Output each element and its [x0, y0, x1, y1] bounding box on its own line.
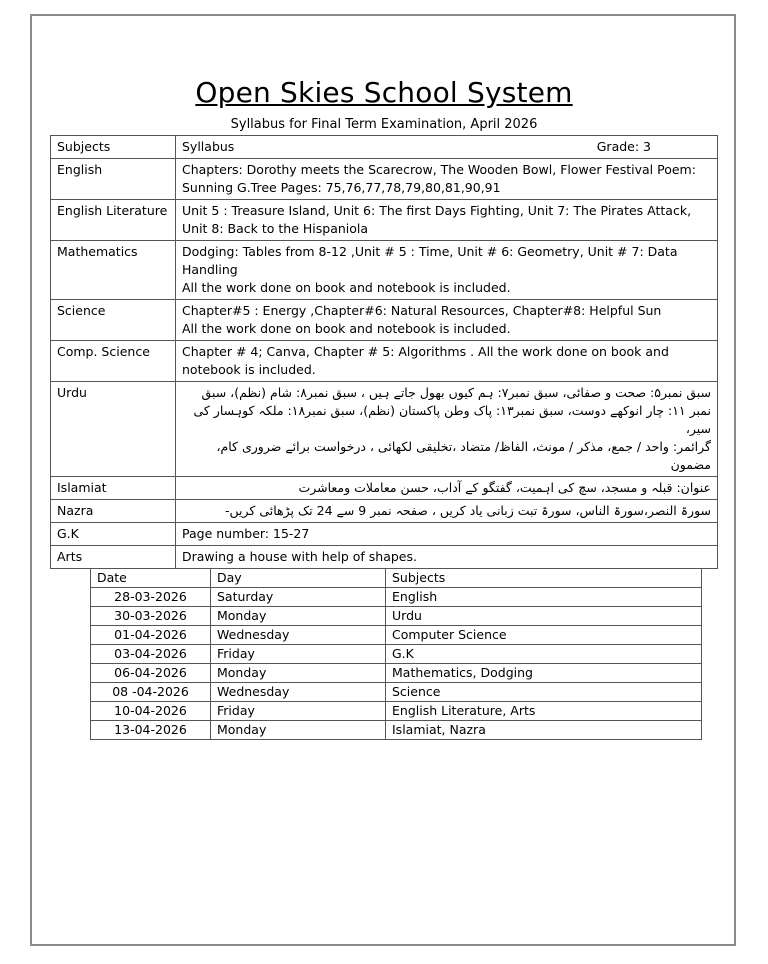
syllabus-table	[50, 135, 718, 569]
syllabus-row	[51, 200, 718, 241]
grade-label: Grade: 3	[596, 139, 651, 154]
syllabus-subject-cell: English	[51, 159, 176, 200]
exam-header-subjects: Subjects	[386, 569, 702, 588]
syllabus-line: Unit 5 : Treasure Island, Unit 6: The first Days Fighting, Unit 7: The Pirates Attack, Unit 8: Back to the Hispaniola	[182, 203, 692, 236]
exam-day-cell: Wednesday	[211, 683, 386, 702]
exam-subjects-cell: English Literature, Arts	[386, 702, 702, 721]
syllabus-content-cell	[176, 341, 718, 382]
exam-subjects-cell: Urdu	[386, 607, 702, 626]
syllabus-content-cell	[176, 546, 718, 569]
exam-subjects-cell: English	[386, 588, 702, 607]
syllabus-subject-cell: Science	[51, 300, 176, 341]
exam-subjects-cell: Islamiat, Nazra	[386, 721, 702, 740]
syllabus-header-row	[51, 136, 718, 159]
exam-day-cell: Monday	[211, 664, 386, 683]
exam-header-date: Date	[91, 569, 211, 588]
exam-date-cell: 13-04-2026	[91, 721, 211, 740]
exam-date-cell: 06-04-2026	[91, 664, 211, 683]
syllabus-line: سبق نمبر۵: صحت و صفائی، سبق نمبر۷: ہم کیوں بھول جاتے ہیں ، سبق نمبر۸: شام (نظم)، سبق نمبر ۱۱: چار انوکھے دوست، سبق نمبر۱۳: پاک وطن پاکستان (نظم)، سبق نمبر۱۸: ملکہ کوہسار کی سیر،	[193, 385, 711, 436]
syllabus-line: Chapter#5 : Energy ,Chapter#6: Natural Resources, Chapter#8: Helpful Sun	[182, 303, 662, 318]
syllabus-content-cell	[176, 241, 718, 300]
exam-day-cell: Friday	[211, 702, 386, 721]
syllabus-row	[51, 159, 718, 200]
syllabus-row	[51, 382, 718, 477]
syllabus-content-cell	[176, 200, 718, 241]
syllabus-line: Dodging: Tables from 8-12 ,Unit # 5 : Time, Unit # 6: Geometry, Unit # 7: Data Handling	[182, 244, 678, 277]
exam-day-cell: Monday	[211, 607, 386, 626]
syllabus-subject-cell: G.K	[51, 523, 176, 546]
page-subtitle: Syllabus for Final Term Examination, April 2026	[230, 117, 538, 132]
syllabus-line: سورۃ النصر،سورۃ الناس، سورۃ تبت زبانی یاد کریں ، صفحہ نمبر 9 سے 24 تک پڑھائی کریں-	[225, 503, 711, 518]
exam-date-cell: 03-04-2026	[91, 645, 211, 664]
syllabus-row	[51, 500, 718, 523]
exam-row	[91, 683, 702, 702]
exam-row	[91, 588, 702, 607]
syllabus-header-label: Syllabus	[182, 139, 235, 154]
exam-date-cell: 10-04-2026	[91, 702, 211, 721]
syllabus-content-cell	[176, 300, 718, 341]
syllabus-subject-cell: Nazra	[51, 500, 176, 523]
page-title: Open Skies School System	[195, 76, 573, 109]
exam-header-day: Day	[211, 569, 386, 588]
syllabus-header-syllabus	[176, 136, 718, 159]
exam-subjects-cell: G.K	[386, 645, 702, 664]
syllabus-line: Page number: 15-27	[182, 526, 310, 541]
syllabus-content-cell	[176, 523, 718, 546]
exam-day-cell: Friday	[211, 645, 386, 664]
exam-date-cell: 01-04-2026	[91, 626, 211, 645]
exam-date-cell: 30-03-2026	[91, 607, 211, 626]
syllabus-line: All the work done on book and notebook is included.	[182, 321, 511, 336]
syllabus-content-cell	[176, 500, 718, 523]
syllabus-subject-cell: Comp. Science	[51, 341, 176, 382]
exam-row	[91, 702, 702, 721]
exam-row	[91, 645, 702, 664]
exam-row	[91, 626, 702, 645]
exam-day-cell: Saturday	[211, 588, 386, 607]
syllabus-row	[51, 477, 718, 500]
exam-date-cell: 28-03-2026	[91, 588, 211, 607]
syllabus-content-cell	[176, 159, 718, 200]
exam-date-cell: 08 -04-2026	[91, 683, 211, 702]
exam-schedule-table	[90, 568, 702, 740]
syllabus-row	[51, 300, 718, 341]
exam-row	[91, 607, 702, 626]
exam-day-cell: Monday	[211, 721, 386, 740]
exam-header-row	[91, 569, 702, 588]
syllabus-row	[51, 523, 718, 546]
syllabus-content-cell	[176, 382, 718, 477]
syllabus-subject-cell: Arts	[51, 546, 176, 569]
exam-subjects-cell: Science	[386, 683, 702, 702]
syllabus-subject-cell: Islamiat	[51, 477, 176, 500]
syllabus-row	[51, 341, 718, 382]
syllabus-line: All the work done on book and notebook is included.	[182, 280, 511, 295]
syllabus-header-subjects: Subjects	[51, 136, 176, 159]
exam-subjects-cell: Computer Science	[386, 626, 702, 645]
syllabus-line: عنوان: قبلہ و مسجد، سچ کی اہمیت، گفتگو کے آداب، حسن معاملات ومعاشرت	[298, 480, 711, 495]
syllabus-line: Drawing a house with help of shapes.	[182, 549, 417, 564]
syllabus-subject-cell: English Literature	[51, 200, 176, 241]
exam-subjects-cell: Mathematics, Dodging	[386, 664, 702, 683]
syllabus-row	[51, 546, 718, 569]
exam-row	[91, 664, 702, 683]
syllabus-line: گرائمر: واحد / جمع، مذکر / مونث، الفاظ/ متضاد ،تخلیقی لکھائی ، درخواست برائے ضروری کام، مضمون	[216, 439, 711, 472]
syllabus-line: Chapters: Dorothy meets the Scarecrow, The Wooden Bowl, Flower Festival Poem: Sunning G.Tree Pages: 75,76,77,78,79,80,81,90,91	[182, 162, 696, 195]
syllabus-line: Chapter # 4; Canva, Chapter # 5: Algorithms . All the work done on book and notebook is included.	[182, 344, 669, 377]
exam-day-cell: Wednesday	[211, 626, 386, 645]
syllabus-subject-cell: Mathematics	[51, 241, 176, 300]
exam-row	[91, 721, 702, 740]
syllabus-row	[51, 241, 718, 300]
syllabus-content-cell	[176, 477, 718, 500]
syllabus-subject-cell: Urdu	[51, 382, 176, 477]
